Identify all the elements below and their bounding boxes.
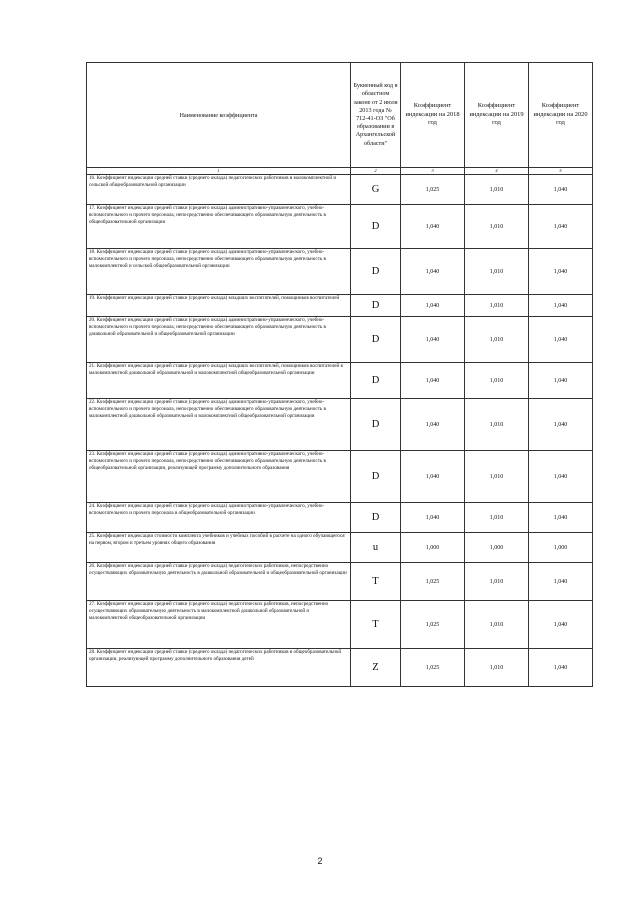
column-number: 5 [529,168,593,175]
table-row [87,295,593,317]
coefficient-2019: 1,010 [465,363,529,399]
coefficient-name: 18. Коэффициент индексации средней ставки (среднего оклада) административно-управленческого, учебно-вспомогательного и прочего персонала, непосредственно обеспечивающего образовательную деятельность в малокомплектной и сельской общеобразовательной организации [87,249,351,295]
coefficient-2018: 1,040 [401,451,465,503]
coefficient-2018: 1,040 [401,399,465,451]
coefficient-table-container [86,62,592,687]
table-row [87,249,593,295]
column-number-row [87,168,593,175]
coefficient-2019: 1,010 [465,317,529,363]
coefficient-code: D [351,295,401,317]
column-number: 2 [351,168,401,175]
coefficient-2020: 1,040 [529,649,593,687]
coefficient-name: 26. Коэффициент индексации средней ставки (среднего оклада) педагогических работников, непосредственно осуществляющих образовательную деятельность в дошкольной образовательной и общеобразовательной организации [87,563,351,601]
table-row [87,601,593,649]
coefficient-2020: 1,040 [529,295,593,317]
coefficient-2019: 1,010 [465,563,529,601]
table-row [87,399,593,451]
coefficient-name: 21. Коэффициент индексации средней ставки (среднего оклада) младших воспитателей, помощников воспитателей в малокомплектной дошкольной образовательной и малокомплектной общеобразовательной организации [87,363,351,399]
column-number: 1 [87,168,351,175]
coefficient-code: D [351,451,401,503]
coefficient-2018: 1,040 [401,295,465,317]
coefficient-name: 25. Коэффициент индексации стоимости комплекта учебников и учебных пособий в расчете на одного обучающегося на первом, втором и третьем уровнях общего образования [87,533,351,563]
coefficient-2020: 1,040 [529,563,593,601]
table-row [87,503,593,533]
coefficient-2020: 1,040 [529,175,593,205]
column-number: 3 [401,168,465,175]
coefficient-name: 20. Коэффициент индексации средней ставки (среднего оклада) административно-управленческого, учебно-вспомогательного и прочего персонала, непосредственно обеспечивающего образовательную деятельность в дошкольной образовательной и общеобразовательной организации [87,317,351,363]
coefficient-code: Z [351,649,401,687]
coefficient-name: 28. Коэффициент индексации средней ставки (среднего оклада) педагогических работников в общеобразовательной организации, реализующей программу дополнительного образования детей [87,649,351,687]
coefficient-2019: 1,010 [465,175,529,205]
table-row [87,363,593,399]
coefficient-2018: 1,040 [401,205,465,249]
coefficient-name: 23. Коэффициент индексации средней ставки (среднего оклада) административно-управленческого, учебно-вспомогательного и прочего персонала, непосредственно обеспечивающего образовательную деятельность в общеобразовательной организации, реализующей программу дополнительного образования [87,451,351,503]
coefficient-2018: 1,000 [401,533,465,563]
coefficient-2019: 1,010 [465,205,529,249]
coefficient-2019: 1,010 [465,601,529,649]
coefficient-2018: 1,040 [401,363,465,399]
coefficient-2018: 1,025 [401,601,465,649]
coefficient-2018: 1,025 [401,649,465,687]
coefficient-2020: 1,040 [529,399,593,451]
coefficient-table [86,62,593,687]
table-row [87,649,593,687]
page-number: 2 [317,856,323,866]
coefficient-name: 24. Коэффициент индексации средней ставки (среднего оклада) административно-управленческого, учебно-вспомогательного и прочего персонала в общеобразовательной организации [87,503,351,533]
table-row [87,175,593,205]
table-row [87,563,593,601]
coefficient-code: u [351,533,401,563]
coefficient-name: 16. Коэффициент индексации средней ставки (среднего оклада) педагогических работников в малокомплектной и сельской общеобразовательной организации [87,175,351,205]
coefficient-2018: 1,025 [401,563,465,601]
coefficient-2020: 1,040 [529,503,593,533]
coefficient-code: T [351,563,401,601]
coefficient-2020: 1,040 [529,363,593,399]
coefficient-2018: 1,025 [401,175,465,205]
header-code-column: Буквенный код в областном законе от 2 июля 2013 года № 712-41-ОЗ "Об образовании в Архангельской области" [351,63,401,168]
table-row [87,451,593,503]
coefficient-name: 27. Коэффициент индексации средней ставки (среднего оклада) педагогических работников, непосредственно осуществляющих образовательную деятельность в малокомплектной дошкольной образовательной и малокомплектной общеобразовательной организации [87,601,351,649]
coefficient-2020: 1,040 [529,249,593,295]
coefficient-code: D [351,503,401,533]
coefficient-2018: 1,040 [401,249,465,295]
coefficient-code: D [351,205,401,249]
coefficient-code: D [351,249,401,295]
column-number: 4 [465,168,529,175]
header-row [87,63,593,168]
table-row [87,205,593,249]
coefficient-2020: 1,040 [529,317,593,363]
coefficient-2018: 1,040 [401,503,465,533]
header-name-column: Наименование коэффициента [87,63,351,168]
coefficient-2020: 1,040 [529,205,593,249]
header-2019-column: Коэффициент индексации на 2019 год [465,63,529,168]
table-row [87,317,593,363]
coefficient-2019: 1,010 [465,249,529,295]
table-row [87,533,593,563]
coefficient-2019: 1,010 [465,503,529,533]
coefficient-code: T [351,601,401,649]
coefficient-code: D [351,363,401,399]
coefficient-code: D [351,317,401,363]
coefficient-2020: 1,040 [529,601,593,649]
coefficient-2019: 1,010 [465,649,529,687]
coefficient-code: G [351,175,401,205]
coefficient-code: D [351,399,401,451]
coefficient-2019: 1,010 [465,295,529,317]
coefficient-name: 22. Коэффициент индексации средней ставки (среднего оклада) административно-управленческого, учебно-вспомогательного и прочего персонала, непосредственно обеспечивающего образовательную деятельность в малокомплектной дошкольной образовательной и малокомплектной общеобразовательной организации [87,399,351,451]
coefficient-2019: 1,010 [465,451,529,503]
coefficient-2020: 1,000 [529,533,593,563]
coefficient-2019: 1,010 [465,399,529,451]
coefficient-name: 19. Коэффициент индексации средней ставки (среднего оклада) младших воспитателей, помощников воспитателей [87,295,351,317]
coefficient-2019: 1,000 [465,533,529,563]
header-2020-column: Коэффициент индексации на 2020 год [529,63,593,168]
header-2018-column: Коэффициент индексации на 2018 год [401,63,465,168]
coefficient-2018: 1,040 [401,317,465,363]
coefficient-2020: 1,040 [529,451,593,503]
coefficient-name: 17. Коэффициент индексации средней ставки (среднего оклада) административно-управленческого, учебно-вспомогательного и прочего персонала, непосредственно обеспечивающего образовательную деятельность в общеобразовательной организации [87,205,351,249]
